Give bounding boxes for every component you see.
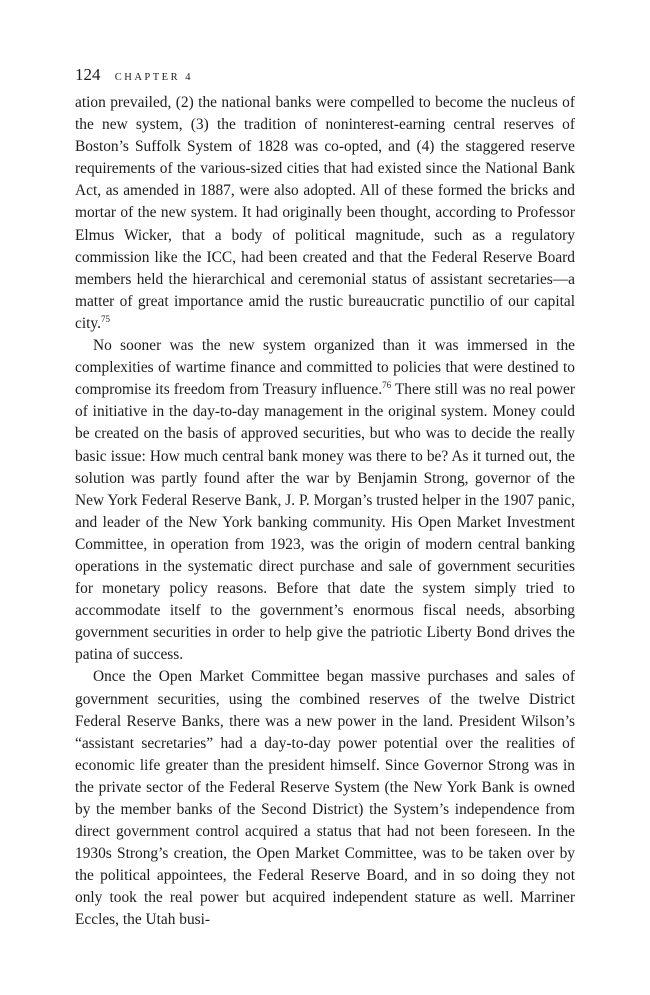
chapter-label: CHAPTER 4	[114, 72, 193, 83]
running-head	[75, 64, 575, 92]
paragraph-2	[75, 335, 575, 666]
page-number: 124	[75, 65, 101, 84]
paragraph-text: No sooner was the new system organized than it was immersed in the complexities of wartime finance and committed to policies that were destined to compromise its freedom from Treasury influence.	[75, 337, 575, 399]
body-text	[75, 92, 575, 932]
paragraph-3	[75, 666, 575, 931]
paragraph-1	[75, 92, 575, 335]
paragraph-text: Once the Open Market Committee began massive purchases and sales of government securities, using the combined reserves of the twelve District Federal Reserve Banks, there was a new power in the land. President Wilson’s “assistant secretaries” had a day-to-day power potential over the realities of economic life greater than the president himself. Since Governor Strong was in the private sector of the Federal Reserve System (the New York Bank is owned by the member banks of the Second District) the System’s independence from direct government control acquired a status that had not been foreseen. In the 1930s Strong’s creation, the Open Market Committee, was to be taken over by the political appointees, the Federal Reserve Board, and in so doing they not only took the real power but acquired independent stature as well. Marriner Eccles, the Utah busi-	[75, 668, 575, 929]
footnote-marker-76: 76	[382, 380, 392, 391]
paragraph-text: ation prevailed, (2) the national banks were compelled to become the nucleus of the new system, (3) the tradition of noninterest-earning central reserves of Boston’s Suffolk System of 1828 was co-opted, and (4) the staggered reserve requirements of the various-sized cities that had existed since the National Bank Act, as amended in 1887, were also adopted. All of these formed the bricks and mortar of the new system. It had originally been thought, according to Professor Elmus Wicker, that a body of political magnitude, such as a regulatory commission like the ICC, had been created and that the Federal Reserve Board members held the hierarchical and ceremonial status of assistant secretaries—a matter of great importance amid the rustic bureaucratic punctilio of our capital city.	[75, 94, 575, 332]
paragraph-text: There still was no real power of initiative in the day-to-day management in the original system. Money could be created on the basis of approved securities, but who was to decide the really basic issue: How much central bank money was there to be? As it turned out, the solution was partly found after the war by Benjamin Strong, governor of the New York Federal Reserve Bank, J. P. Morgan’s trusted helper in the 1907 panic, and leader of the New York banking community. His Open Market Investment Committee, in operation from 1923, was the origin of modern central banking operations in the systematic direct purchase and sale of government securities for monetary policy reasons. Before that date the system simply tried to accommodate itself to the government’s enormous fiscal needs, absorbing government securities in order to help give the patriotic Liberty Bond drives the patina of success.	[75, 381, 575, 664]
book-page	[75, 64, 575, 932]
footnote-marker-75: 75	[100, 313, 110, 324]
